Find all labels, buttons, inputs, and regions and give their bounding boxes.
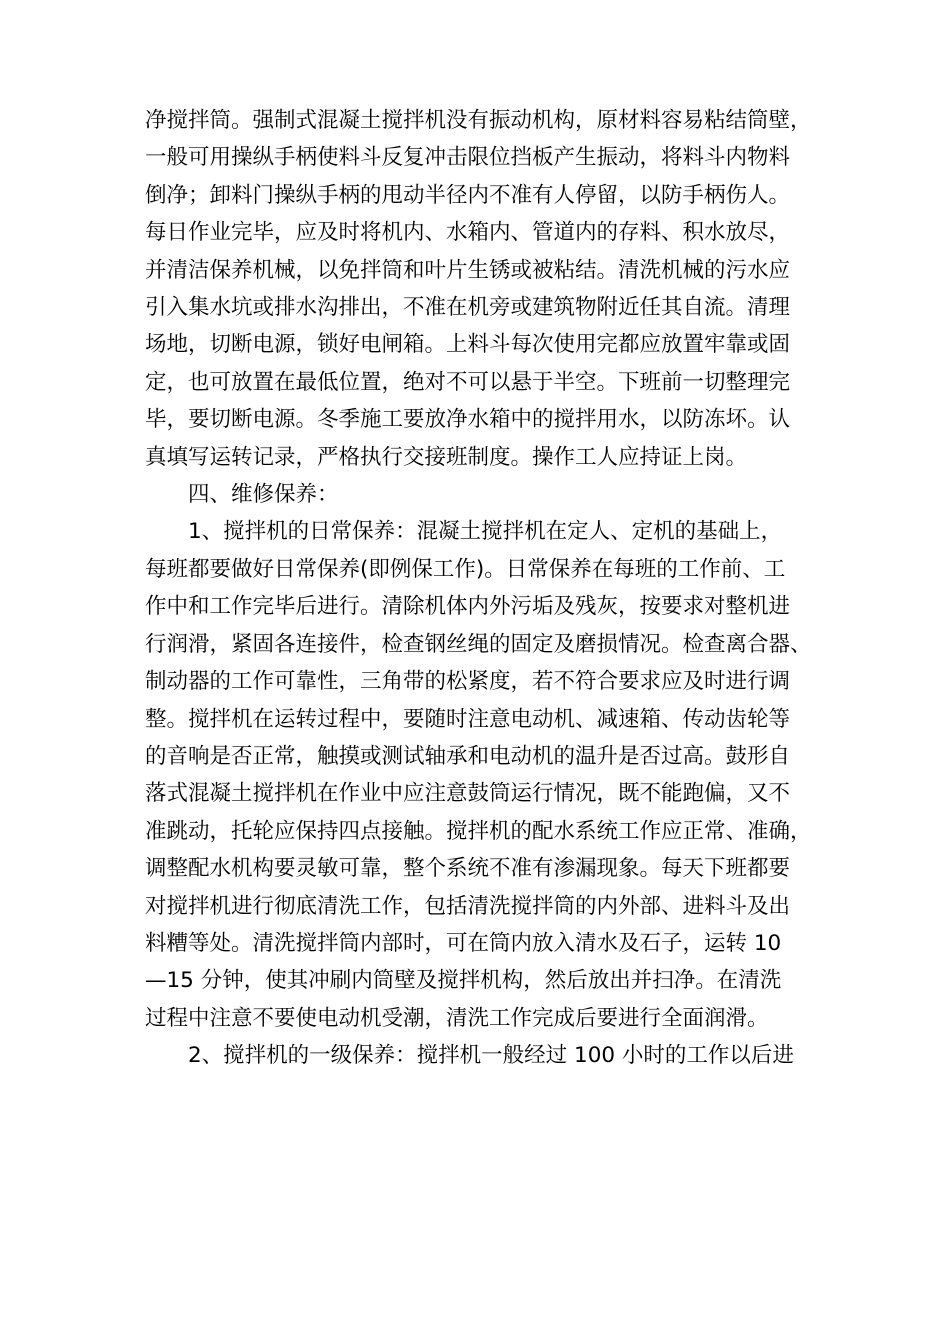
text-line: 作中和工作完毕后进行。清除机体内外污垢及残灰，按要求对整机进	[145, 594, 791, 620]
text-line: 每班都要做好日常保养(即例保工作)。日常保养在每班的工作前、工	[145, 556, 786, 582]
text-line: 毕，要切断电源。冬季施工要放净水箱中的搅拌用水，以防冻坏。认	[145, 407, 791, 433]
paragraph-operation-rules	[145, 102, 825, 476]
text-line: 准跳动，托轮应保持四点接触。搅拌机的配水系统工作应正常、准确，	[145, 818, 812, 844]
text-line: 制动器的工作可靠性，三角带的松紧度，若不符合要求应及时进行调	[145, 669, 791, 695]
text-line: 料糟等处。清洗搅拌筒内部时，可在筒内放入清水及石子，运转 10	[145, 930, 782, 956]
text-line: 每日作业完毕，应及时将机内、水箱内、管道内的存料、积水放尽，	[145, 220, 791, 246]
section-heading: 四、维修保养：	[188, 482, 339, 508]
text-line: 净搅拌筒。强制式混凝土搅拌机没有振动机构，原材料容易粘结筒壁，	[145, 108, 812, 133]
text-line: 整。搅拌机在运转过程中，要随时注意电动机、减速箱、传动齿轮等	[145, 706, 791, 732]
document-body	[145, 102, 825, 1075]
text-line: 1、搅拌机的日常保养：混凝土搅拌机在定人、定机的基础上，	[188, 519, 783, 545]
text-line: 的音响是否正常，触摸或测试轴承和电动机的温升是否过高。鼓形自	[145, 743, 791, 769]
text-line: 落式混凝土搅拌机在作业中应注意鼓筒运行情况，既不能跑偏，又不	[145, 781, 791, 807]
paragraph-first-level-maintenance	[145, 1037, 825, 1074]
text-line: 对搅拌机进行彻底清洗工作，包括清洗搅拌筒的内外部、进料斗及出	[145, 893, 791, 919]
text-line: 调整配水机构要灵敏可靠，整个系统不准有渗漏现象。每天下班都要	[145, 856, 791, 882]
text-line: 场地，切断电源，锁好电闸箱。上料斗每次使用完都应放置牢靠或固	[145, 332, 791, 358]
paragraph-daily-maintenance	[145, 513, 825, 1037]
text-line: 一般可用操纵手柄使料斗反复冲击限位挡板产生振动，将料斗内物料	[145, 145, 791, 171]
text-line: 定，也可放置在最低位置，绝对不可以悬于半空。下班前一切整理完	[145, 369, 791, 395]
text-line: 引入集水坑或排水沟排出，不准在机旁或建筑物附近任其自流。清理	[145, 295, 791, 321]
text-line: 2、搅拌机的一级保养：搅拌机一般经过 100 小时的工作以后进	[188, 1043, 794, 1069]
text-line: 行润滑，紧固各连接件，检查钢丝绳的固定及磨损情况。检查离合器、	[145, 631, 812, 657]
text-line: —15 分钟，使其冲刷内筒壁及搅拌机构，然后放出并扫净。在清洗	[145, 968, 782, 994]
text-line: 并清洁保养机械，以免拌筒和叶片生锈或被粘结。清洗机械的污水应	[145, 257, 791, 283]
text-line: 过程中注意不要使电动机受潮，清洗工作完成后要进行全面润滑。	[145, 1005, 769, 1031]
section-heading-maintenance	[145, 476, 825, 513]
text-line: 真填写运转记录，严格执行交接班制度。操作工人应持证上岗。	[145, 444, 748, 470]
text-line: 倒净；卸料门操纵手柄的甩动半径内不准有人停留，以防手柄伤人。	[145, 182, 791, 208]
